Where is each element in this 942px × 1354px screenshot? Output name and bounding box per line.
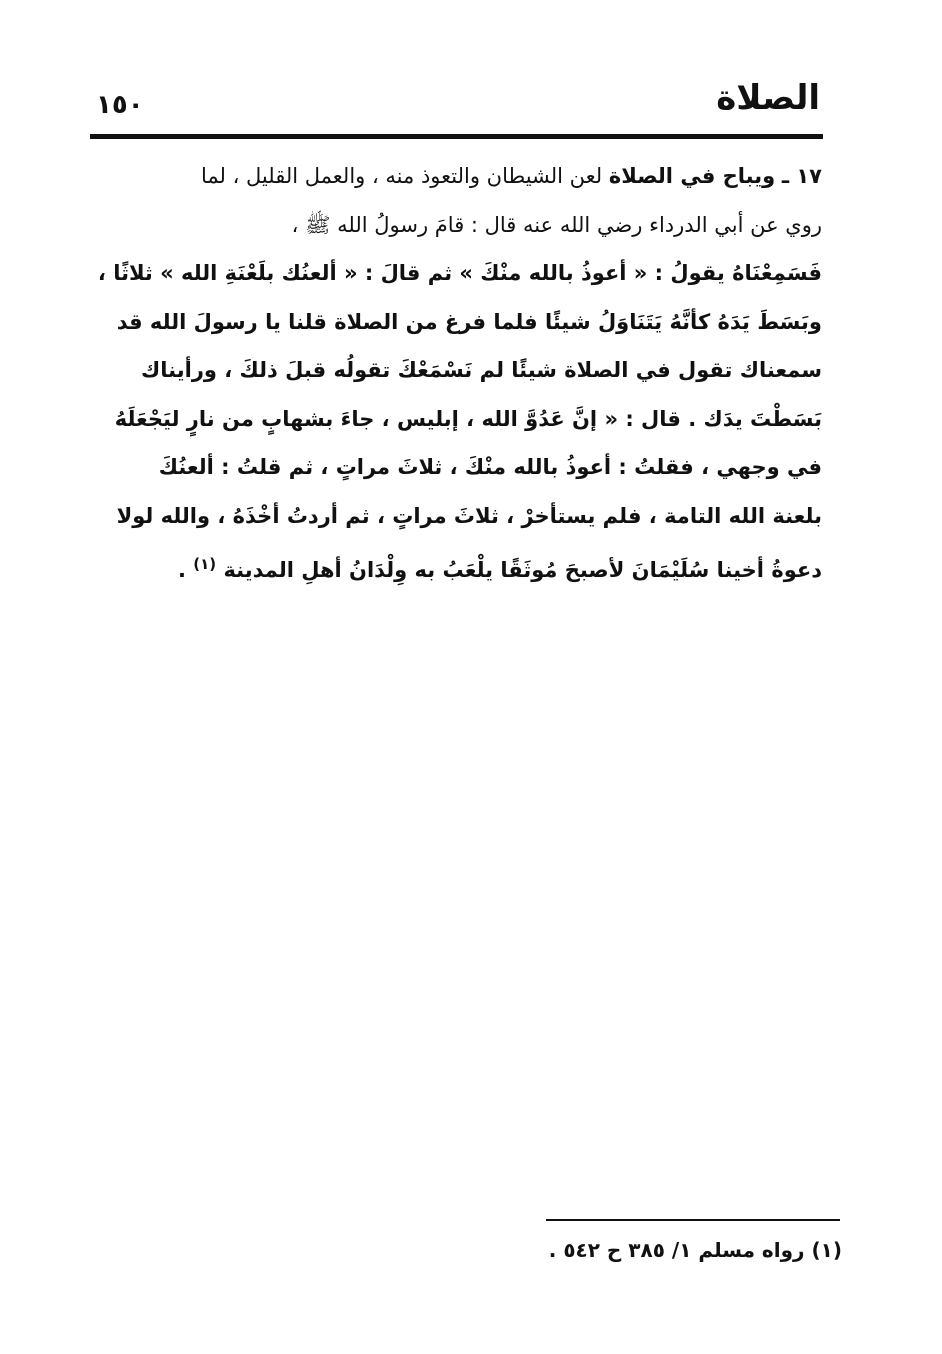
hadith-number: ١٧ ـ [781,164,822,188]
hadith-title: ويباح في الصلاة [608,164,776,188]
text-line-6: بَسَطْتَ يدَك . قال : « إنَّ عَدُوَّ الله ، إبليس ، جاءَ بشهابٍ من نارٍ ليَجْعَلَهُ [114,406,822,431]
text-line-4: وبَسَطَ يَدَهُ كأنَّهُ يَتَنَاوَلُ شيئًا فلما فرغ من الصلاة قلنا يا رسولَ الله قد [116,309,822,334]
page-number: ١٥٠ [96,90,144,120]
text-line-2: روي عن أبي الدرداء رضي الله عنه قال : قامَ رسولُ الله ﷺ ، [291,212,822,237]
running-title: الصلاة [716,78,820,118]
text-line-3: فَسَمِعْنَاهُ يقولُ : « أعوذُ بالله منْكَ » ثم قالَ : « ألعنُك بلَعْنَةِ الله » ثلاثًا ، [97,261,822,285]
footnote: (١) رواه مسلم ١/ ٣٨٥ ح ٥٤٢ . [548,1238,842,1262]
text-line-8: بلعنة الله التامة ، فلم يستأخرْ ، ثلاثَ مراتٍ ، ثم أردتُ أخْذَهُ ، والله لولا [116,503,822,528]
text-line-9 [97,540,822,589]
text-line-5: سمعناك تقول في الصلاة شيئًا لم نَسْمَعْكَ تقولُه قبلَ ذلكَ ، ورأيناك [141,358,822,382]
footnote-rule [546,1219,840,1221]
text-line-1 [97,152,822,201]
header-rule [90,134,823,139]
text-line-1-rest: لعن الشيطان والتعوذ منه ، والعمل القليل ، لما [200,164,603,188]
hadith-text [97,152,822,589]
text-line-7: في وجهي ، فقلتُ : أعوذُ بالله منْكَ ، ثلاثَ مراتٍ ، ثم قلتُ : ألعنُكَ [158,455,822,479]
text-line-9-body: دعوةُ أخينا سُلَيْمَانَ لأصبحَ مُوثَقًا يلْعَبُ به وِلْدَانُ أهلِ المدينة [223,558,822,582]
end-mark: . [177,558,186,582]
footnote-reference[interactable]: (١) [193,555,217,573]
